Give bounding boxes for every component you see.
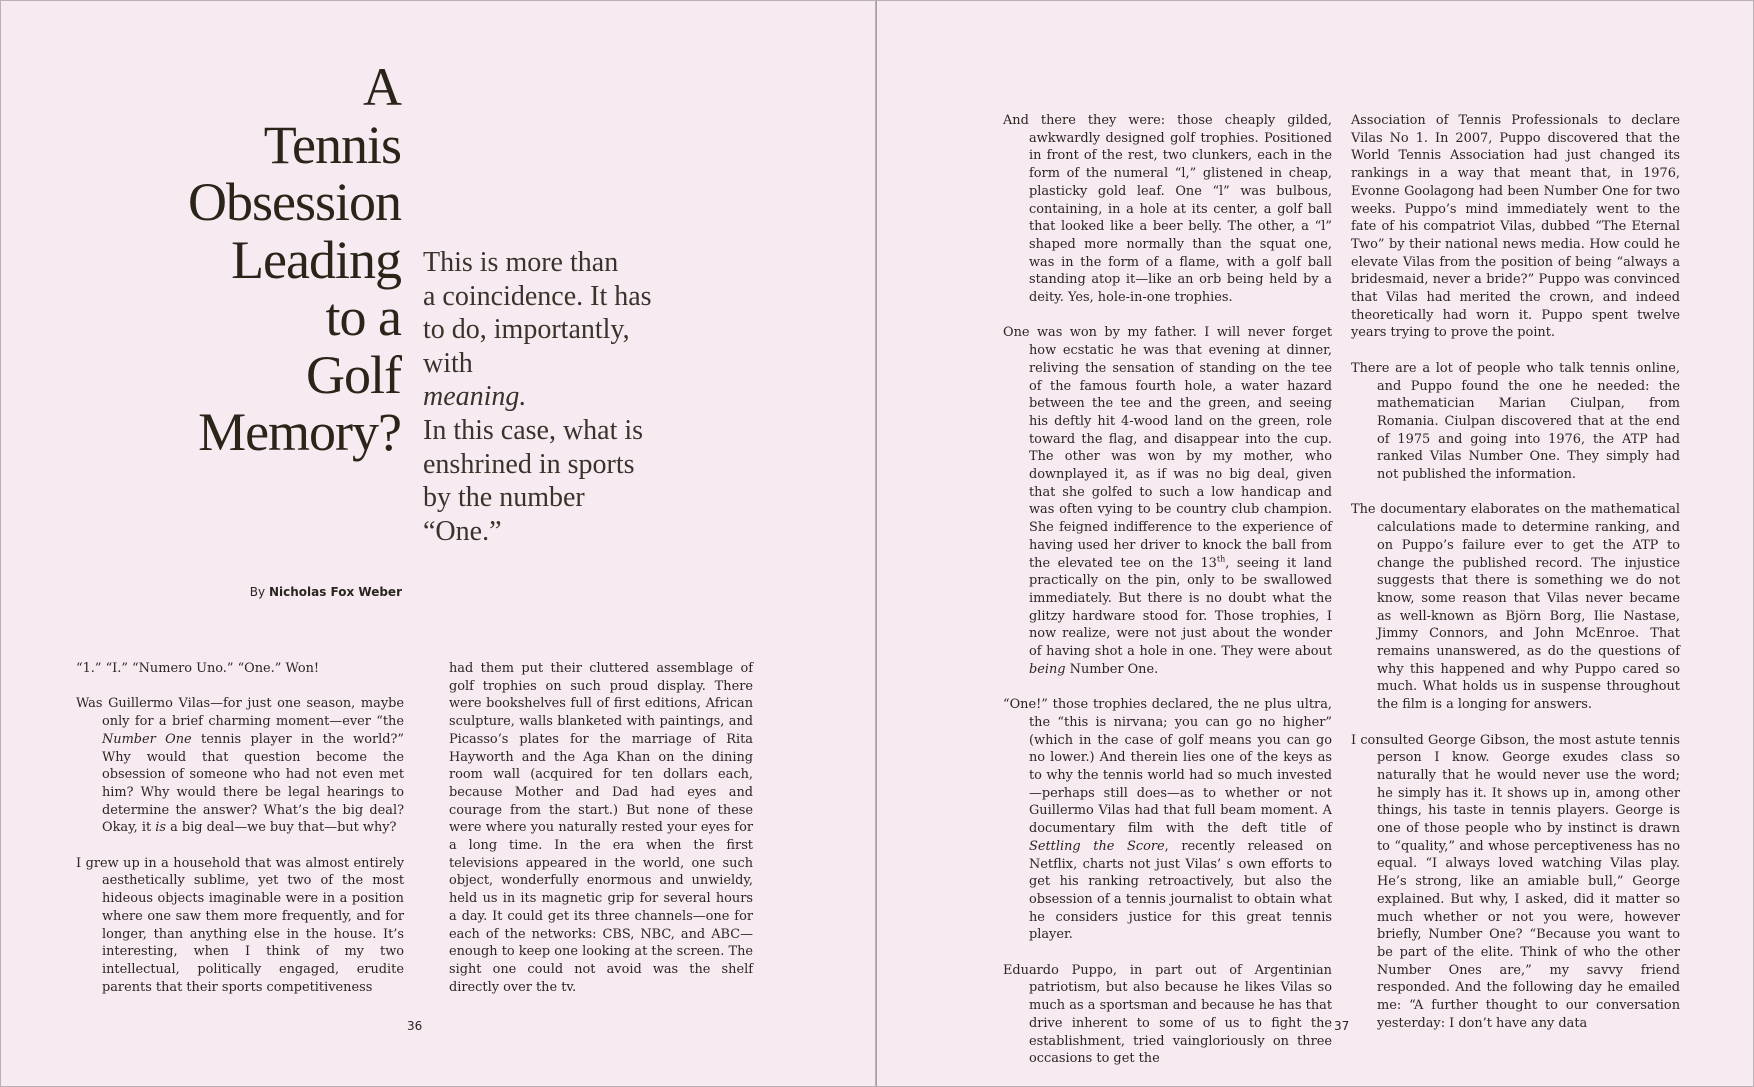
paragraph: And there they were: those cheaply gilded, awkwardly designed golf trophies. Positioned in front of the rest, two clunkers, each in the form of the numeral “l,” glistened in cheap, plasticky gold leaf. One “l” was bulbous, containing, in a hole at its center, a golf ball that looked like a beer belly. The other, a “l” shaped more normally than the squat one, was in the form of a flame, with a golf ball standing atop it—like an orb being held by a deity. Yes, hole-in-one trophies. — [1003, 113, 1332, 306]
byline-prefix: By — [249, 585, 269, 599]
title-line: Golf — [306, 344, 401, 405]
body-column-4 — [1351, 112, 1680, 1033]
paragraph — [1003, 324, 1332, 678]
italic-run: Number One — [102, 731, 192, 747]
paragraph — [76, 695, 404, 837]
deck-line: enshrined in sports — [423, 448, 635, 480]
italic-run: Settling the Score — [1029, 838, 1165, 854]
deck-line: In this case, what is — [423, 414, 644, 446]
deck-line: This is more than — [423, 247, 619, 278]
title-line: Memory? — [198, 402, 401, 462]
deck-line: “One.” — [423, 515, 502, 547]
paragraph: “1.” “I.” “Numero Uno.” “One.” Won! — [76, 661, 320, 676]
paragraph: The documentary elaborates on the mathematical calculations made to determine ranking, and on Puppo’s failure ever to get the ATP to change the published record. The injustice suggests that there is something we do not know, some reason that Vilas never became as well-known as Björn Borg, Ilie Nastase, Jimmy Connors, and John McEnroe. That remains unanswered, as do the questions of why this happened and why Puppo cared so much. What holds us in suspense throughout the film is a longing for answers. — [1351, 502, 1680, 713]
title-line: to a — [325, 287, 401, 347]
deck-emphasis: meaning. — [423, 381, 527, 413]
page-number: 37 — [1334, 1019, 1350, 1033]
left-page — [0, 0, 876, 1087]
article-title — [61, 59, 401, 462]
title-line: A — [363, 57, 401, 117]
text-run: tennis player in the world?” Why would that question become the obsession of someone who had not even met him? Why would there be legal hearings to determine the answer? What’s the big deal? Okay, it — [102, 731, 404, 836]
body-column-2 — [449, 660, 753, 996]
body-column-1 — [76, 660, 404, 996]
text-run: “One!” those trophies declared, the ne plus ultra, the “this is nirvana; you can go no higher” (which in the case of golf means you can go no lower.) And therein lies one of the keys as to why the tennis world had so much invested—perhaps still does—as to whether or not Guillermo Vilas had that full beam moment. A documentary film with the deft title of — [1003, 697, 1332, 837]
deck-line: a coincidence. It has — [423, 280, 652, 312]
text-run: , recently released on Netflix, charts not just Vilas’ s own efforts to get his ranking retroactively, but also the obsession of a tennis journalist to obtain what he considers justice for this great tennis player. — [1029, 838, 1333, 943]
text-run: a big deal—we buy that—but why? — [165, 820, 397, 836]
text-run: , seeing it land practically on the pin, only to be swallowed immediately. But there is no doubt what the glitzy hardware stood for. Those trophies, I now realize, were not just about the wonder of having shot a hole in one. They were about — [1029, 555, 1332, 660]
deck-line — [423, 347, 683, 414]
page-number: 36 — [407, 1019, 423, 1033]
paragraph: I consulted George Gibson, the most astute tennis person I know. George exudes class so naturally that he would never use the word; he simply has it. It shows up in, among other things, his taste in tennis players. George is one of those people who by instinct is drawn to “quality,” and whose perceptiveness has no equal. “I always loved watching Vilas play. He’s strong, like an amiable bull,” George explained. But why, I asked, did it matter so much whether or not you were, however briefly, Number One? “Because you want to be part of the elite. Think of who the other Number Ones are,” my savvy friend responded. And the following day he emailed me: “A further thought to our conversation yesterday: I don’t have any data — [1351, 732, 1680, 1031]
byline-author: Nicholas Fox Weber — [268, 585, 402, 599]
text-run: One was won by my father. I will never forget how ecstatic he was that evening at dinner, reliving the sensation of standing on the tee of the famous fourth hole, a water hazard between the tee and the green, and seeing his deftly hit 4-wood land on the green, role toward the flag, and disappear into the cup. The other was won by my mother, who downplayed it, as if was no big deal, given that she golfed to such a low handicap and was often vying to be country club champion. She feigned indifference to the experience of having used her driver to knock the ball from the elevated tee on the 13 — [1003, 325, 1332, 571]
title-line: Tennis — [263, 114, 401, 175]
italic-run: being — [1029, 661, 1066, 677]
italic-run: is — [155, 820, 166, 836]
paragraph — [1003, 696, 1332, 944]
article-deck — [423, 246, 683, 548]
paragraph: Eduardo Puppo, in part out of Argentinian patriotism, but also because he likes Vilas so much as a sportsman and because he has that drive inherent to some of us to fight the establishment, tried vaingloriously on three occasions to get the — [1003, 962, 1332, 1067]
title-line: Leading — [231, 229, 401, 290]
title-line: Obsession — [187, 172, 401, 232]
deck-text: with — [423, 347, 473, 379]
deck-line: to do, importantly, — [423, 314, 630, 346]
paragraph: I grew up in a household that was almost entirely aesthetically sublime, yet two of the most hideous objects imaginable were in a position where one saw them more frequently, and for longer, than anything else in the house. It’s interesting, when I think of my two intellectual, politically engaged, erudite parents that their sports competitiveness — [76, 855, 404, 995]
paragraph: Association of Tennis Professionals to declare Vilas No 1. In 2007, Puppo discovered that the World Tennis Association had just changed its rankings in a way that meant that, in 1976, Evonne Goolagong had been Number One for two weeks. Puppo’s mind immediately went to the fate of his compatriot Vilas, dubbed “The Eternal Two” by their national news media. How could he elevate Vilas from the position of being “always a bridesmaid, never a bride?” Puppo was convinced that Vilas had merited the crown, and indeed theoretically had worn it. Puppo spent twelve years trying to prove the point. — [1351, 113, 1680, 341]
superscript: th — [1216, 554, 1226, 564]
text-run: Was Guillermo Vilas—for just one season, maybe only for a brief charming moment—ever “the — [76, 696, 404, 730]
paragraph: had them put their cluttered assemblage of golf trophies on such proud display. There were bookshelves full of first editions, African sculpture, walls blanketed with paintings, and Picasso’s plates for the marriage of Rita Hayworth and the Aga Khan on the dining room wall (acquired for ten dollars each, because Mother and Dad had eyes and courage from the start.) But none of these were where you naturally rested your eyes for a long time. In the era when the first televisions appeared in the world, one such object, wonderfully enormous and unwieldy, held us in its magnetic grip for several hours a day. It could get its three channels—one for each of the networks: CBS, NBC, and ABC—enough to keep one looking at the screen. The sight one could not avoid was the shelf directly over the tv. — [449, 661, 753, 995]
byline — [250, 585, 402, 599]
paragraph: There are a lot of people who talk tennis online, and Puppo found the one he needed: the mathematician Marian Ciulpan, from Romania. Ciulpan discovered that at the end of 1975 and going into 1976, the ATP had ranked Vilas Number One. They simply had not published the information. — [1351, 360, 1680, 483]
deck-line: by the number — [423, 482, 585, 514]
body-column-3 — [1003, 112, 1332, 1068]
text-run: Number One. — [1065, 661, 1159, 677]
